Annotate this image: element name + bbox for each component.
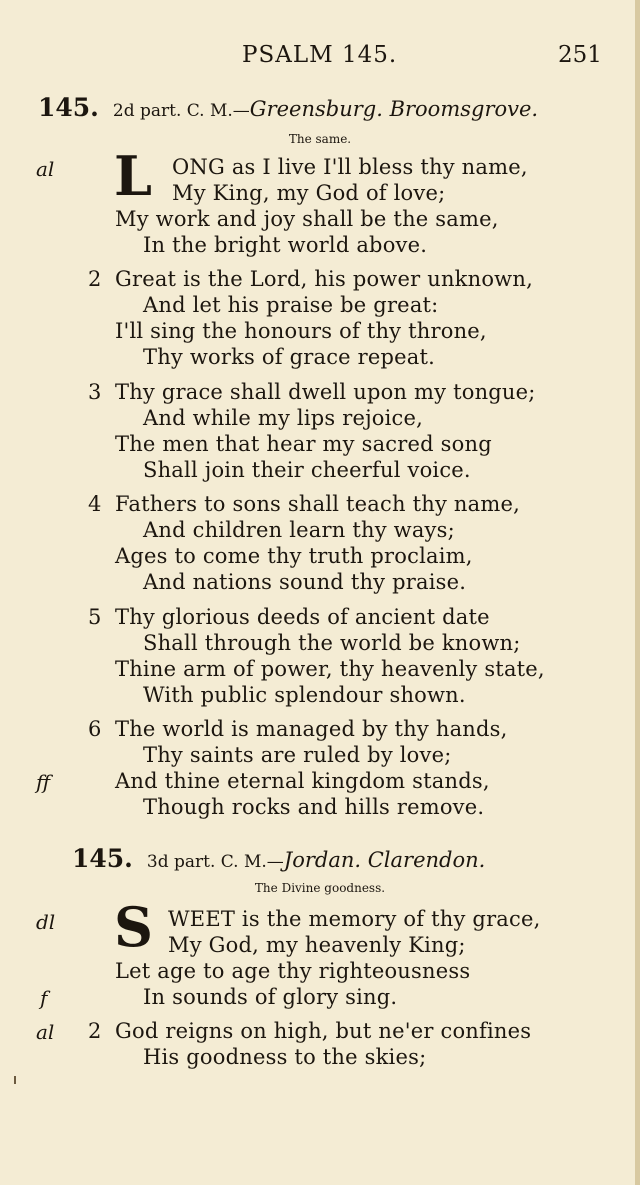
dynamic-mark: dl	[36, 910, 56, 934]
hymn-number: 145.	[38, 93, 99, 122]
verse-line: Let age to age thy righteousness	[115, 959, 471, 983]
verse-line: The men that hear my sacred song	[115, 432, 492, 456]
verse-line: And nations sound thy praise.	[143, 570, 467, 594]
hymn-subject: The same.	[288, 132, 352, 146]
hymn-part: 3d part. C. M.—	[146, 852, 284, 872]
verse-line: Ages to come thy truth proclaim,	[115, 544, 473, 568]
dynamic-mark: al	[36, 1020, 55, 1044]
verse-line: Thy grace shall dwell upon my tongue;	[115, 380, 536, 404]
verse-line: In sounds of glory sing.	[143, 985, 398, 1009]
verse-line: Thy glorious deeds of ancient date	[115, 605, 490, 629]
verse-line: The world is managed by thy hands,	[115, 717, 508, 741]
drop-cap: L	[114, 144, 152, 208]
verse-line: And let his praise be great:	[143, 293, 439, 317]
verse-line: Fathers to sons shall teach thy name,	[115, 492, 520, 516]
verse-line: Shall join their cheerful voice.	[143, 458, 471, 482]
hymn-heading	[72, 844, 485, 873]
hymn-subject: The Divine goodness.	[254, 881, 386, 895]
verse-line: In the bright world above.	[143, 233, 428, 257]
verse-line: WEET is the memory of thy grace,	[168, 907, 541, 931]
verse-line: Shall through the world be known;	[143, 631, 521, 655]
verse-line: My God, my heavenly King;	[168, 933, 466, 957]
hymn-number: 145.	[72, 844, 133, 873]
verse-line: My work and joy shall be the same,	[115, 207, 499, 231]
verse-number: 2	[88, 267, 102, 291]
verse-line: God reigns on high, but ne'er confines	[115, 1019, 532, 1043]
running-head-title: PSALM 145.	[242, 42, 398, 68]
verse-line: With public splendour shown.	[143, 683, 466, 707]
verse-line: His goodness to the skies;	[143, 1045, 427, 1069]
verse-number: 5	[88, 605, 102, 629]
hymn-part: 2d part. C. M.—	[112, 101, 250, 121]
verse-line: And children learn thy ways;	[143, 518, 455, 542]
verse-line: I'll sing the honours of thy throne,	[115, 319, 487, 343]
verse-line: And while my lips rejoice,	[143, 406, 424, 430]
verse-line: My King, my God of love;	[172, 181, 446, 205]
page-number: 251	[558, 42, 602, 68]
verse-number: 3	[88, 380, 102, 404]
verse-number: 6	[88, 717, 102, 741]
verse-number: 2	[88, 1019, 102, 1043]
dynamic-mark: f	[40, 986, 48, 1010]
dynamic-mark: al	[36, 157, 55, 181]
verse-line: Great is the Lord, his power unknown,	[115, 267, 533, 291]
verse-line: And thine eternal kingdom stands,	[115, 769, 490, 793]
verse-line: Thy saints are ruled by love;	[143, 743, 452, 767]
hymn-tunes: Jordan. Clarendon.	[283, 848, 486, 872]
dynamic-mark: ff	[36, 770, 51, 794]
hymn-heading	[38, 93, 538, 122]
ink-speck	[14, 1076, 16, 1084]
drop-cap: S	[114, 895, 153, 959]
verse-number: 4	[88, 492, 102, 516]
verse-line: Thine arm of power, thy heavenly state,	[115, 657, 545, 681]
verse-line: Thy works of grace repeat.	[143, 345, 436, 369]
hymn-tunes: Greensburg. Broomsgrove.	[249, 97, 539, 121]
verse-line: Though rocks and hills remove.	[143, 795, 485, 819]
verse-line: ONG as I live I'll bless thy name,	[172, 155, 528, 179]
running-head	[0, 42, 640, 72]
page-edge	[635, 0, 640, 1185]
